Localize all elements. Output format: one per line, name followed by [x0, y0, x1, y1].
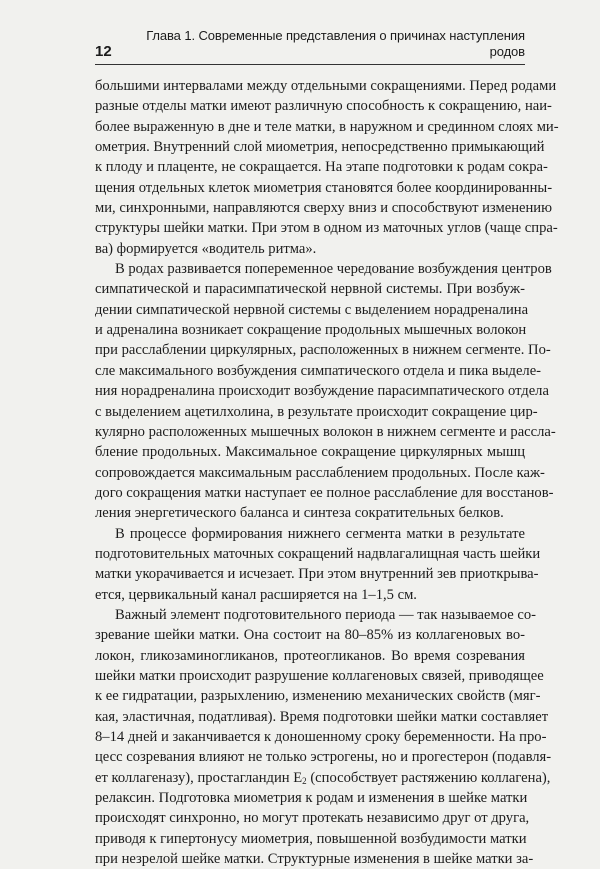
- paragraph: [95, 605, 552, 869]
- text-line: большими интервалами между отдельными сокращениями. Перед родами: [95, 78, 557, 94]
- text-line: сопровождается максимальным расслаблением продольных. После каж-: [95, 464, 545, 481]
- text-line: релаксин. Подготовка миометрия к родам и изменения в шейке матки: [95, 790, 528, 807]
- line-text: (способствует растяжению коллагена),: [306, 769, 551, 786]
- text-line: при незрелой шейке матки. Структурные изменения в шейке матки за-: [95, 851, 534, 868]
- body-text: [95, 76, 559, 869]
- line-text: ет коллагеназу), простагландин E: [95, 769, 303, 786]
- text-line: к плоду и плаценте, не сокращается. На этапе подготовки к родам сокра-: [95, 159, 548, 176]
- text-line: более выраженную в дне и теле матки, в наружном и срединном слоях ми-: [95, 118, 559, 135]
- text-line: В процессе формирования нижнего сегмента матки в результате: [115, 525, 525, 542]
- text-line: шейки матки происходит разрушение коллагеновых связей, приводящее: [95, 667, 544, 684]
- text-line: ми, синхронными, направляются сверху вниз и способствуют изменению: [95, 200, 553, 217]
- text-line: к ее гидратации, разрыхлению, изменению механических свойств (мяг-: [95, 688, 541, 705]
- chapter-title: Глава 1. Современные представления о причинах наступления родов: [146, 28, 525, 59]
- text-line: 8–14 дней и заканчивается к доношенному сроку беременности. На про-: [95, 729, 547, 745]
- text-line: кая, эластичная, податливая). Время подготовки шейки матки составляет: [95, 708, 549, 725]
- text-line: цесс созревания влияют не только эстрогены, но и прогестерон (подавля-: [95, 749, 552, 766]
- text-line: приводя к гипертонусу миометрия, повышенной возбудимости матки: [95, 830, 527, 847]
- paragraph: [95, 259, 556, 523]
- paragraph: [95, 76, 559, 259]
- text-line: матки укорачивается и исчезает. При этом внутренний зев приоткрыва-: [95, 566, 539, 583]
- text-line: ления энергетического баланса и синтеза сократительных белков.: [95, 505, 504, 522]
- text-line: ва) формируется «водитель ритма».: [95, 240, 317, 257]
- text-line: ния норадреналина происходит возбуждение парасимпатического отдела: [95, 383, 549, 400]
- subscript: 2: [302, 775, 307, 786]
- text-line: структуры шейки матки. При этом в одном из маточных углов (чаще спра-: [95, 220, 558, 237]
- text-line: ется, цервикальный канал расширяется на 1–1,5 см.: [95, 586, 417, 603]
- paragraph: [95, 524, 541, 605]
- text-line: щения отдельных клеток миометрия становятся более координированны-: [95, 179, 553, 196]
- text-line: подготовительных маточных сокращений надвлагалищная часть шейки: [95, 545, 541, 562]
- text-line: дого сокращения матки наступает ее полное расслабление для восстанов-: [95, 484, 554, 501]
- text-line: сле максимального возбуждения симпатического отдела и пика выделе-: [95, 362, 542, 379]
- text-line: В родах развивается попеременное чередование возбуждения центров: [115, 261, 552, 278]
- text-line: бление продольных. Максимальное сокращение циркулярных мышц: [95, 444, 525, 461]
- text-line: симпатической и парасимпатической нервной системы. При возбуж-: [95, 281, 525, 298]
- text-line: зревание шейки матки. Она состоит на 80–85% из коллагеновых во-: [95, 627, 525, 644]
- text-line: с выделением ацетилхолина, в результате происходит сокращение цир-: [95, 403, 538, 420]
- text-line: дении симпатической нервной системы с выделением норадреналина: [95, 301, 529, 318]
- running-header: [95, 28, 525, 65]
- text-line: Важный элемент подготовительного периода — так называемое со-: [115, 606, 536, 623]
- page-number: 12: [95, 43, 112, 60]
- text-line: кулярно расположенных мышечных волокон в нижнем сегменте и рассла-: [95, 423, 556, 440]
- text-line: и адреналина возникает сокращение продольных мышечных волокон: [95, 322, 527, 339]
- text-line: локон, гликозаминогликанов, протеогликанов. Во время созревания: [95, 647, 525, 664]
- text-line: разные отделы матки имеют различную способность к сокращению, наи-: [95, 98, 552, 115]
- text-line: при расслаблении циркулярных, расположенных в нижнем сегменте. По-: [95, 342, 551, 359]
- text-line: ометрия. Внутренний слой миометрия, непосредственно примыкающий: [95, 139, 545, 156]
- text-line: [95, 768, 551, 788]
- text-line: происходят синхронно, но могут протекать независимо друг от друга,: [95, 810, 530, 827]
